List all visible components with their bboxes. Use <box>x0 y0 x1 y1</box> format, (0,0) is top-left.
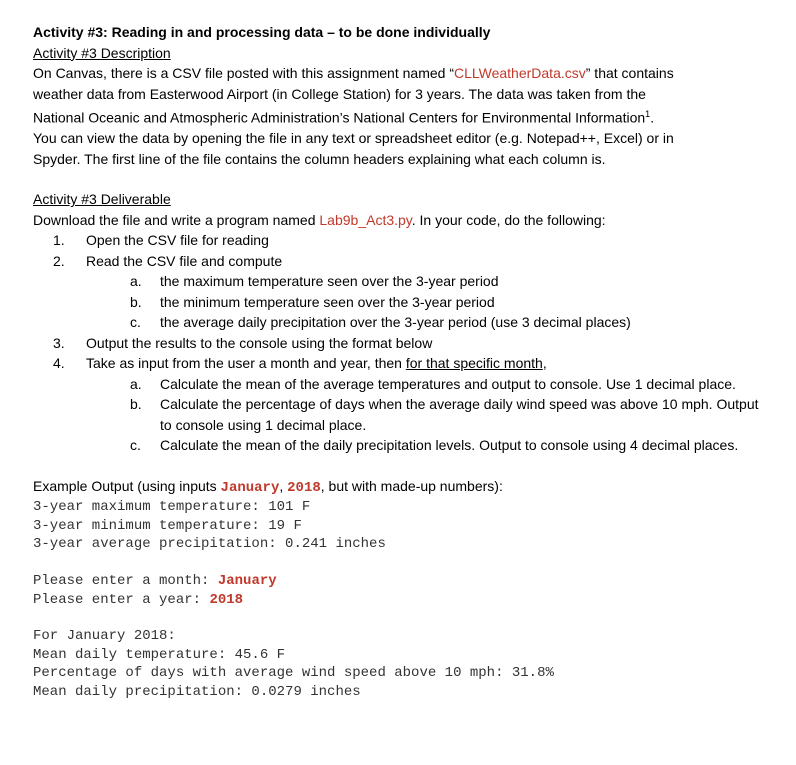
footnote-mark: 1 <box>645 109 651 119</box>
description-line-4: You can view the data by opening the file in any text or spreadsheet editor (e.g. Notepad++, Excel) or in <box>33 130 674 147</box>
description-line-2: weather data from Easterwood Airport (in College Station) for 3 years. The data was taken from the <box>33 85 646 102</box>
description-heading: Activity #3 Description <box>33 44 171 61</box>
output-block-2: For January 2018: Mean daily temperature: 45.6 F Percentage of days with average wind speed above 10 mph: 31.8% Mean daily precipitation: 0.0279 inches <box>33 628 554 700</box>
activity-title: Activity #3: Reading in and processing data – to be done individually <box>33 24 491 40</box>
steps-list <box>53 230 773 456</box>
list-item: c. Calculate the mean of the daily precipitation levels. Output to console using 4 decimal places. <box>130 437 739 454</box>
deliverable-intro: Download the file and write a program named Lab9b_Act3.py. In your code, do the following: <box>33 211 606 228</box>
step2-sublist <box>130 271 773 333</box>
list-item: 1. Open the CSV file for reading <box>53 232 269 249</box>
description-line-5: Spyder. The first line of the file contains the column headers explaining what each column is. <box>33 150 606 167</box>
document <box>33 22 773 702</box>
list-item: 2. Read the CSV file and compute <box>53 252 283 269</box>
description-line-3: National Oceanic and Atmospheric Administration’s National Centers for Environmental Information$^1$. <box>33 109 655 126</box>
description-line-1: On Canvas, there is a CSV file posted with this assignment named “CLLWeatherData.csv” that contains <box>33 65 674 81</box>
list-item: 4. Take as input from the user a month and year, then for that specific month, <box>53 355 547 372</box>
list-item: a. Calculate the mean of the average temperatures and output to console. Use 1 decimal place. <box>130 375 736 392</box>
list-item: c. the average daily precipitation over the 3-year period (use 3 decimal places) <box>130 314 631 331</box>
step4-sublist <box>130 374 773 456</box>
example-heading: Example Output (using inputs January, 2018, but with made-up numbers): <box>33 477 503 496</box>
list-item: a. the maximum temperature seen over the 3-year period <box>130 273 499 290</box>
list-item: b. the minimum temperature seen over the 3-year period <box>130 293 495 310</box>
list-item: 3. Output the results to the console using the format below <box>53 334 433 351</box>
list-item: b. Calculate the percentage of days when the average daily wind speed was above 10 mph. Output to console using 1 decimal place. <box>130 396 759 433</box>
program-filename: Lab9b_Act3.py <box>319 211 412 228</box>
input-prompts: Please enter a month: January Please enter a year: 2018 <box>33 572 277 608</box>
output-block-1: 3-year maximum temperature: 101 F 3-year minimum temperature: 19 F 3-year average precipitation: 0.241 inches <box>33 499 386 553</box>
csv-filename: CLLWeatherData.csv <box>453 65 586 81</box>
deliverable-heading: Activity #3 Deliverable <box>33 191 171 208</box>
